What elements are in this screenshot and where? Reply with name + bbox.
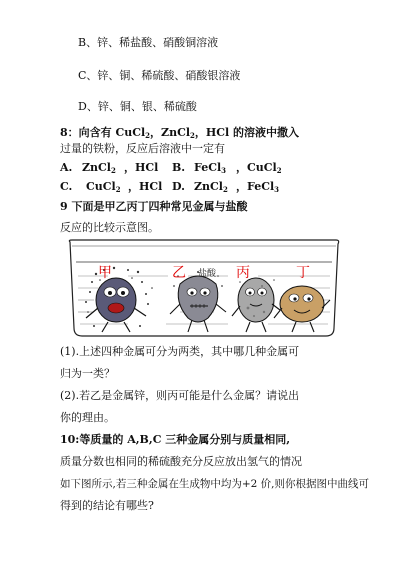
q10-stem-line-4: 得到的结论有哪些? — [60, 499, 154, 512]
q8-option-b-formula-1: FeCl$_3$ — [194, 161, 227, 175]
q8-option-b-formula-2: ，CuCl$_2$ — [236, 161, 282, 175]
beaker-drawing — [68, 238, 340, 338]
q9-stem: 9 下面是甲乙丙丁四种常见金属与盐酸 — [60, 200, 248, 213]
q8-option-d-formula-2: ，FeCl$_3$ — [236, 180, 280, 194]
q10-stem-line-2: 质量分数也相同的稀硫酸充分反应放出氢气的情况 — [60, 455, 302, 468]
q8-option-d-formula-1: ZnCl$_2$ — [194, 180, 228, 194]
q7-option-b: B、锌、稀盐酸、硝酸铜溶液 — [78, 36, 219, 49]
q8-option-c-formula-2: ，HCl — [128, 180, 163, 193]
q10-stem-line-3: 如下图所示,若三种金属在生成物中均为+2 价,则你根据图中曲线可 — [60, 478, 369, 490]
q8-options-row-ab — [60, 161, 380, 177]
q8-option-a-formula-2: ，HCl — [124, 161, 159, 174]
metal-jia-character — [85, 267, 153, 332]
q7-option-d: D、锌、铜、银、稀硫酸 — [78, 100, 197, 113]
metal-label-bing: 丙 — [236, 265, 250, 281]
q8-option-a-label: A. — [60, 161, 73, 174]
q8-stem-continued: 过量的铁粉，反应后溶液中一定有 — [60, 142, 225, 155]
q8-option-b-label: B. — [172, 161, 186, 174]
metal-label-yi: 乙 — [172, 265, 186, 281]
q8-option-a-formula-1: ZnCl$_2$ — [82, 161, 116, 175]
metal-ding-character — [274, 286, 330, 332]
q7-option-c: C、锌、铜、稀硫酸、硝酸银溶液 — [78, 69, 241, 82]
q9-sub1-continued: 归为一类？ — [60, 367, 115, 380]
q9-sub1: (1).上述四种金属可分为两类，其中哪几种金属可 — [60, 345, 300, 358]
metal-label-jia: 甲 — [98, 265, 112, 281]
q9-sub2-continued: 你的理由。 — [60, 411, 115, 424]
q9-sub2: (2).若乙是金属锌，则丙可能是什么金属？请说出 — [60, 389, 300, 402]
q8-options-row-cd — [60, 180, 380, 196]
q8-option-d-label: D. — [172, 180, 185, 193]
metal-label-ding: 丁 — [296, 265, 310, 281]
q10-stem: 10:等质量的 A,B,C 三种金属分别与质量相同, — [60, 433, 291, 446]
acid-label: 盐酸 — [198, 269, 217, 279]
q8-option-c-formula-1: CuCl$_2$ — [86, 180, 121, 194]
metal-acid-beaker-figure — [68, 238, 340, 338]
q8-stem: 8：向含有 CuCl$_2$，ZnCl$_2$，HCl 的溶液中撒入 — [60, 126, 300, 140]
q8-option-c-label: C. — [60, 180, 73, 193]
q9-stem-continued: 反应的比较示意图。 — [60, 221, 159, 234]
